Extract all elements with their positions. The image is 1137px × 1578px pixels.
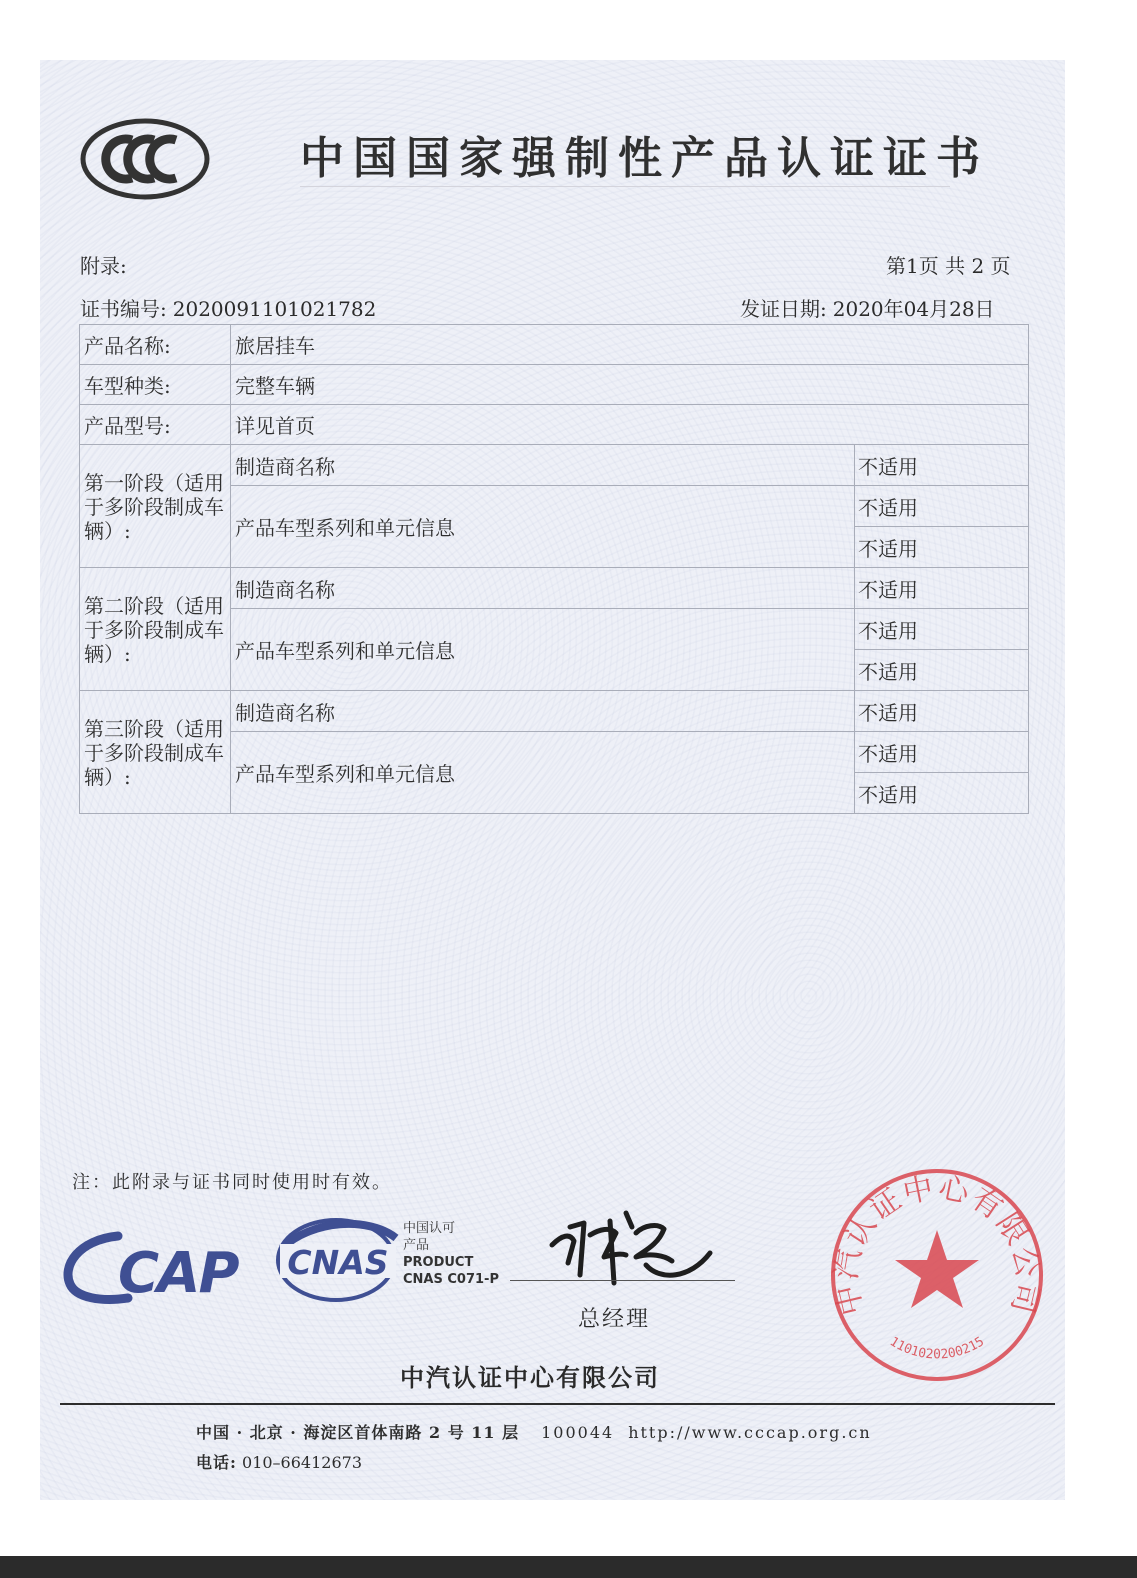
stage-2-info-value: 不适用 [855, 650, 1029, 691]
stage-2-info-value: 不适用 [855, 609, 1029, 650]
footer-phone-row [196, 1450, 362, 1473]
svg-text:1101020200215 [887, 1334, 987, 1362]
signature [540, 1205, 730, 1295]
title-divider [300, 186, 950, 187]
ccc-logo [80, 118, 210, 200]
footer-phone-label: 电话: [196, 1453, 237, 1472]
footer-postcode: 100044 [541, 1423, 615, 1442]
stage-2-maker-label: 制造商名称 [231, 568, 855, 609]
cnas-accreditation-text [403, 1220, 499, 1288]
stage-1-label: 第一阶段（适用于多阶段制成车辆）: [80, 445, 231, 568]
stage-3-info-label: 产品车型系列和单元信息 [231, 732, 855, 814]
cnas-line-4: CNAS C071-P [403, 1272, 499, 1287]
stage-3-label: 第三阶段（适用于多阶段制成车辆）: [80, 691, 231, 814]
model: 详见首页 [231, 405, 1029, 445]
footer-address-row [196, 1420, 872, 1443]
ccap-logo [58, 1218, 268, 1308]
certificate-table [79, 324, 1029, 814]
stage-1-maker-label: 制造商名称 [231, 445, 855, 486]
seal-number: 1101020200215 [886, 1334, 988, 1363]
table-row [80, 445, 1029, 486]
stage-1-maker-value: 不适用 [855, 445, 1029, 486]
svg-text:CNAS: CNAS [287, 1243, 389, 1282]
company-name: 中汽认证中心有限公司 [400, 1364, 660, 1392]
appendix-label: 附录: [80, 254, 127, 278]
stage-2-label: 第二阶段（适用于多阶段制成车辆）: [80, 568, 231, 691]
cert-number-row [80, 293, 376, 322]
stage-1-info-label: 产品车型系列和单元信息 [231, 486, 855, 568]
stage-3-maker-label: 制造商名称 [231, 691, 855, 732]
footer-phone: 010–66412673 [242, 1453, 362, 1472]
footer-website[interactable]: http://www.cccap.org.cn [628, 1423, 872, 1442]
vehicle-type: 完整车辆 [231, 365, 1029, 405]
company-seal [822, 1160, 1052, 1390]
seal-text: 中汽认证中心有限公司 [828, 1170, 1046, 1319]
product-name: 旅居挂车 [231, 325, 1029, 365]
page-info: 第1页 共 2 页 [886, 254, 1011, 278]
signer-title: 总经理 [578, 1307, 651, 1332]
stage-3-info-value: 不适用 [855, 732, 1029, 773]
svg-text:CAP: CAP [118, 1241, 238, 1306]
table-row [80, 365, 1029, 405]
stage-1-info-value: 不适用 [855, 486, 1029, 527]
table-row [80, 325, 1029, 365]
table-row [80, 405, 1029, 445]
stage-2-info-label: 产品车型系列和单元信息 [231, 609, 855, 691]
signature-line [510, 1280, 735, 1281]
stage-1-info-value: 不适用 [855, 527, 1029, 568]
issue-date-label: 发证日期: [740, 297, 827, 321]
cnas-line-1: 中国认可 [403, 1221, 456, 1236]
cnas-line-3: PRODUCT [403, 1255, 474, 1270]
model-label: 产品型号: [80, 405, 231, 445]
stage-3-info-value: 不适用 [855, 773, 1029, 814]
cert-number-label: 证书编号: [80, 297, 167, 321]
cert-number: 2020091101021782 [172, 297, 377, 321]
vehicle-type-label: 车型种类: [80, 365, 231, 405]
table-row [80, 691, 1029, 732]
stage-3-maker-value: 不适用 [855, 691, 1029, 732]
cnas-line-2: 产品 [403, 1238, 430, 1253]
page-title: 中国国家强制性产品认证证书 [300, 133, 989, 184]
stage-2-maker-value: 不适用 [855, 568, 1029, 609]
issue-date-row [740, 293, 995, 322]
issue-date: 2020年04月28日 [832, 297, 995, 321]
footer-address: 中国 · 北京 · 海淀区首体南路 2 号 11 层 [196, 1423, 520, 1442]
table-row [80, 568, 1029, 609]
cnas-logo [272, 1208, 402, 1308]
footer-divider [60, 1403, 1055, 1405]
scan-edge [0, 1556, 1137, 1578]
validity-note: 注：此附录与证书同时使用时有效。 [72, 1172, 392, 1193]
product-name-label: 产品名称: [80, 325, 231, 365]
